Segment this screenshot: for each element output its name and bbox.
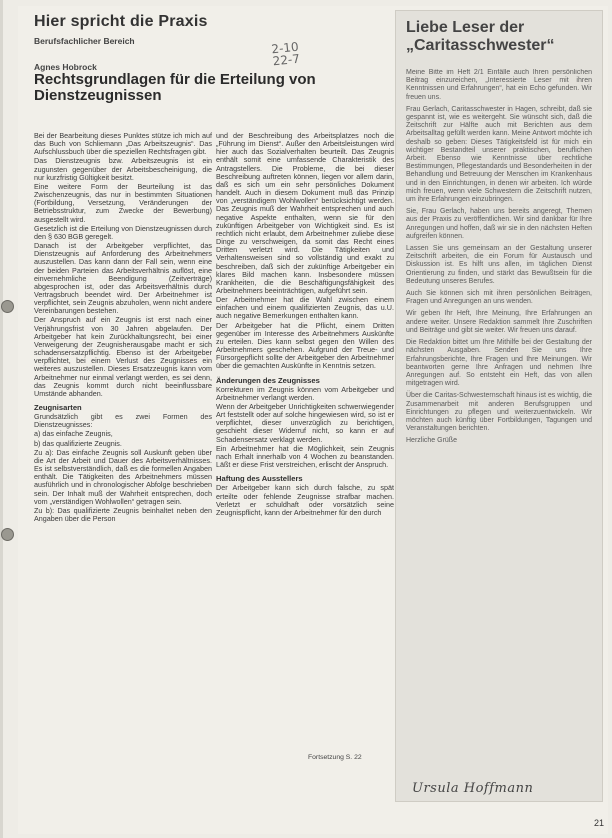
sidebar-paragraph: Über die Caritas-Schwesternschaft hinaus ist es wichtig, die Zusammenarbeit mit anderen Berufsgruppen und Einrichtungen zu pflegen und weiterzuentwickeln. Wir möchten auch künftig über Fortbildungen, Tagungen und Veranstaltungen berichten. xyxy=(406,392,592,433)
paragraph: Zu a): Das einfache Zeugnis soll Auskunft geben über die Art der Arbeit und Dauer des Arbeitsverhältnisses. Es ist selbstverständlich, daß es die formellen Angaben enthält. Die Tätigkeiten des Arbeitnehmers müssen ausführlich und in chronologischer Abfolge beschrieben sein. Der Inhalt muß der Wahrheit entsprechen, doch vom „verständigen Wohlwollen“ getragen sein. xyxy=(34,447,212,506)
punch-hole xyxy=(1,300,14,313)
paragraph: Der Arbeitgeber kann sich durch falsche, zu spät erteilte oder fehlende Zeugnisse strafbar machen. Verletzt er schuldhaft oder vorsätzlich seine Zeugnispflicht, kann der Arbeitnehmer für den durch xyxy=(216,483,394,517)
article-column-2 xyxy=(216,132,394,762)
reader-letter-box xyxy=(395,10,603,802)
subheading: Zeugnisarten xyxy=(34,403,82,412)
sidebar-paragraph: Die Redaktion bittet um Ihre Mithilfe bei der Gestaltung der nächsten Ausgaben. Senden Sie uns Ihre Erfahrungsberichte, Ihre Fragen und Ihre Meinungen. Wir beantworten gerne Ihre Anfragen und nehmen Ihre Anregungen auf. So entsteht ein Heft, das von allen mitgetragen wird. xyxy=(406,339,592,388)
sidebar-paragraph: Auch Sie können sich mit ihren persönlichen Beiträgen, Fragen und Anregungen an uns wenden. xyxy=(406,290,592,306)
subheading: Haftung des Ausstellers xyxy=(216,474,303,484)
paragraph: Ein Arbeitnehmer hat die Möglichkeit, sein Zeugnis nach Erhalt innerhalb von 4 Wochen zu beanstanden. Läßt er diese Frist verstreichen, erlischt der Anspruch. xyxy=(216,443,394,470)
paragraph: Wenn der Arbeitgeber Unrichtigkeiten schwerwiegender Art feststellt oder auf solche hingewiesen wird, so ist er verpflichtet, dieser unverzüglich zu berichtigen, geschieht dieser Widerruf nicht, so kann er auf Schadensersatz verklagt werden. xyxy=(216,402,394,444)
sidebar-title: Liebe Leser der „Caritasschwester“ xyxy=(406,19,555,54)
article-page xyxy=(18,6,608,834)
paragraph: Grundsätzlich gibt es zwei Formen des Dienstzeugnisses: xyxy=(34,412,212,430)
paragraph: b) das qualifizierte Zeugnis. xyxy=(34,438,122,448)
paragraph: Gesetzlich ist die Erteilung von Dienstzeugnissen durch den § 630 BGB geregelt. xyxy=(34,223,212,241)
punch-hole xyxy=(1,528,14,541)
signature: Ursula Hoffmann xyxy=(412,781,534,796)
page-number: 21 xyxy=(594,818,605,828)
paragraph: Eine weitere Form der Beurteilung ist das Zwischenzeugnis, das nur in bestimmten Situationen (Fortbildung, Versetzung, Veränderungen der Betriebsstruktur, zum Zwecke der Bewerbung) ausgestellt wird. xyxy=(34,181,212,224)
continuation-note: Fortsetzung S. 22 xyxy=(308,754,362,761)
section-heading: Hier spricht die Praxis xyxy=(34,13,208,30)
article-title: Rechtsgrundlagen für die Erteilung von Dienstzeugnissen xyxy=(34,71,316,104)
paragraph: Bei der Bearbeitung dieses Punktes stütze ich mich auf das Buch von Schliemann „Das Arbeitszeugnis“. Das Aufschlussbuch über die speziellen Rechtsfragen gibt. xyxy=(34,132,212,157)
sidebar-paragraph: Meine Bitte im Heft 2/1 Einfälle auch Ihren persönlichen Beitrag einzureichen, „Interessierte Leser mit ihren Kenntnissen und Erfahrungen“, hat ein Echo gefunden. Wir freuen uns. xyxy=(406,69,592,101)
paragraph: Der Anspruch auf ein Zeugnis ist erst nach einer Verjährungsfrist von 30 Jahren abgelaufen. Der Arbeitgeber hat kein Zurückhaltungsrecht, bei einer Verweigerung der Zeugnisherausgabe macht er sich schadensersatzpflichtig. Ebenso ist der Arbeitgeber verpflichtet, bei einem Verlust des Zeugnisses ein weiteres auszustellen. Dieses Ersatzzeugnis kann vom Arbeitnehmer nur einmal verlangt werden, es sei denn, das Zeugnis kommt durch nicht beeinflussbare Umstände abhanden. xyxy=(34,315,212,398)
sidebar-text xyxy=(406,69,592,771)
subheading: Änderungen des Zeugnisses xyxy=(216,375,320,385)
article-column-1 xyxy=(34,132,212,762)
sidebar-paragraph: Wir geben Ihr Heft, Ihre Meinung, Ihre Erfahrungen an andere weiter. Unsere Redaktion sammelt Ihre Zuschriften und Beiträge und gibt sie weiter. Wir freuen uns darauf. xyxy=(406,310,592,334)
binding-edge xyxy=(0,0,3,838)
sidebar-paragraph: Lassen Sie uns gemeinsam an der Gestaltung unserer Zeitschrift arbeiten, die ein Forum für Austausch und Diskussion ist. Es hilft uns allen, im täglichen Dienst Orientierung zu finden, und stärkt das Bewußtsein für die Bedeutung unseres Berufes. xyxy=(406,245,592,285)
sidebar-paragraph: Herzliche Grüße xyxy=(406,437,457,445)
paragraph: Das Dienstzeugnis bzw. Arbeitszeugnis ist ein zugunsten gegenüber der Arbeitsbescheinigung, die nur kurzfristig Gültigkeit besitzt. xyxy=(34,156,212,182)
author-name: Agnes Hobrock xyxy=(34,62,97,72)
subsection-label: Berufsfachlicher Bereich xyxy=(34,36,135,46)
paragraph: Der Arbeitnehmer hat die Wahl zwischen einem einfachen und einem qualifizierten Zeugnis, das u.U. auch negative Bemerkungen enthalten kann. xyxy=(216,295,394,321)
paragraph: und der Beschreibung des Arbeitsplatzes noch die „Führung im Dienst“. Außer den Arbeitsleistungen wird hier auch das Sozialverhalten beurteilt. Das Zeugnis enthält somit eine umfassende Charakteristik des Antragstellers. Die Probleme, die bei dieser Beschreibung auftreten können, liegen vor allem darin, daß es sich um ein sehr persönliches Dokument handelt. Auch in diesem Dokument muß das Prinzip von „verständigem Wohlwollen“ berücksichtigt werden. Das Zeugnis muß der Wahrheit entsprechen und auch negative Aspekte enthalten, wenn sie für den zukünftigen Arbeitgeber von Wichtigkeit sind. Es ist rechtlich nicht erlaubt, dem Arbeitnehmer zuliebe diese Dinge zu verschweigen, da somit das Recht eines Dritten verletzt wird. Die Tätigkeiten und Verhaltensweisen sind so vollständig und exakt zu beschreiben, daß sich der zukünftige Arbeitgeber ein klares Bild machen kann. Insbesondere müssen Krankheiten, die die Beschäftigungsfähigkeit des Arbeitnehmers beeinträchtigen, aufgeführt sein. xyxy=(216,132,394,295)
paragraph: Korrekturen im Zeugnis können vom Arbeitgeber und Arbeitnehmer verlangt werden. xyxy=(216,384,394,402)
paragraph: Der Arbeitgeber hat die Pflicht, einem Dritten gegenüber im Interesse des Arbeitnehmers Auskünfte zu erteilen. Dies kann selbst gegen den Willen des Arbeitnehmers geschehen. Aufgrund der Treue- und Fürsorgepflicht sollte der Arbeitgeber den Arbeitnehmer über die gemachten Auskünfte in Kenntnis setzen. xyxy=(216,320,394,371)
paragraph: Danach ist der Arbeitgeber verpflichtet, das Dienstzeugnis auf Anforderung des Arbeitnehmers auszustellen. Das kann dann der Fall sein, wenn eine der beiden Parteien das Arbeitsverhältnis auflöst, eine einvernehmliche Beendigung (Zeitverträge) abgesprochen ist, oder das Arbeitsverhältnis durch Vertragsbruch beendet wird. Der Arbeitnehmer ist verpflichtet, sein Zeugnis abzuholen, wenn nicht andere Vereinbarungen bestehen. xyxy=(34,241,212,316)
sidebar-paragraph: Sie, Frau Gerlach, haben uns bereits angeregt, Themen aus der Praxis zu veröffentlichen. Wir sind dankbar für Ihre Anregungen und hoffen, daß wir sie in den nächsten Heften aufgreifen können. xyxy=(406,208,592,240)
handwritten-annotation: 2-10 22-7 xyxy=(270,39,301,69)
sidebar-paragraph: Frau Gerlach, Caritasschwester in Hagen, schreibt, daß sie gespannt ist, wie es weitergeht. Sie wünscht sich, daß die Zeitschrift zur Hälfte auch mit Berichten aus dem Arbeitsalltag gefüllt werden kann. Meine Antwort möchte ich deshalb so geben: Dieses Tätigkeitsfeld ist für mich ein wichtiger Bestandteil unserer praktischen, beruflichen Arbeit. Ebenso wie Kenntnisse über rechtliche Bestimmungen, Pflegestandards und Besonderheiten in der Behandlung und Betreuung der Menschen im Krankenhaus und in den Einrichtungen, in denen wir arbeiten. Ich würde mich freuen, wenn viele Schwestern die Zeitschrift nutzen, um ihre Erfahrungen einzubringen. xyxy=(406,105,592,204)
paragraph: Zu b): Das qualifizierte Zeugnis beinhaltet neben den Angaben über die Person xyxy=(34,505,212,524)
paragraph: a) das einfache Zeugnis, xyxy=(34,429,113,439)
